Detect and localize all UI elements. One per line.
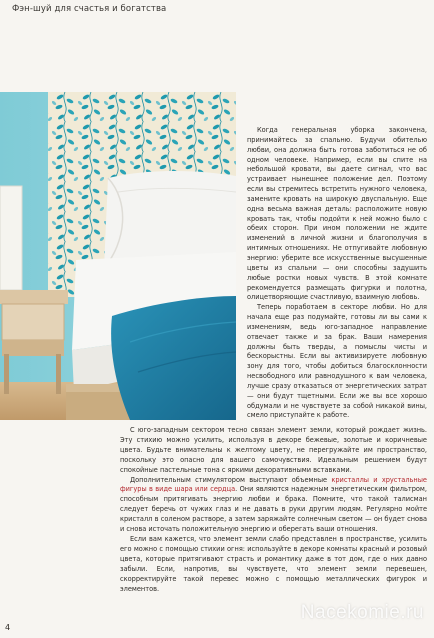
crystals-text-after: . Они являются надежным энергетическим фильтром, способным притягивать энергию любви и брака. Помните, что такой талисман следует беречь от чужих глаз и не давать в руки другим людям. Регулярно мойте кристалл в соленом растворе, а затем заряжайте солнечным светом — он будет снова и снова источать положительную энергию и оберегать ваши отношения.	[120, 485, 428, 534]
paragraph-bedroom: Когда генеральная уборка закончена, принимайтесь за спальню. Будучи обителью любви, она должна быть готова заботиться не об одном человеке. Например, если вы спите на небольшой кровати, вы даете сигнал, что вас устраивает нынешнее положение дел. Поэтому если вы стремитесь встретить нужного человека, замените кровать на широкую двуспальную. Еще одна весьма важная деталь: расположите новую кровать так, чтобы подойти к ней можно было с обеих сторон. При ином положении не ждите изменений в личной жизни и благополучия в интимных отношениях. Не отпугивайте любовную энергию: уберите все искусственные высушенные цветы из спальни — они способны задушить любые ростки новых чувств. В этой комнате рекомендуется размещать фигурки и полотна, олицетворяющие счастливую, взаимную любовь.	[247, 126, 427, 302]
article-column-full	[120, 426, 427, 594]
paragraph-fire-element: Если вам кажется, что элемент земли слабо представлен в пространстве, усилить его можно с помощью стихии огня: используйте в декоре комнаты красный и розовый цвета, которые притягивают страсть и романтику даже в тот дом, где о них давно забыли. Если, напротив, вы чувствуете, что элемент земли перевешен, скорректируйте такой перевес можно с помощью металлических фигурок и элементов.	[120, 534, 427, 593]
running-title: Фэн-шуй для счастья и богатства	[12, 4, 167, 14]
crystals-text-before: Дополнительным стимулятором выступают объемные	[130, 475, 332, 484]
paragraph-earth-element: С юго-западным сектором тесно связан элемент земли, который рождает жизнь. Эту стихию можно усилить, используя в декоре бежевые, золотые и коричневые цвета. Будьте внимательны к желтому цвету, не перегружайте им пространство, поскольку это опасно для вашего самочувствия. Идеальным решением будут спокойные пастельные тона с яркими декоративными вставками.	[120, 426, 427, 474]
watermark: Nacekomie.ru	[300, 602, 424, 623]
paragraph-crystals	[120, 476, 427, 535]
article-column-right	[247, 126, 427, 421]
paragraph-love-sector: Теперь поработаем в секторе любви. Но для начала еще раз подумайте, готовы ли вы сами к изменениям, ведь юго-западное направление отвечает также и за брак. Ваши намерения должны быть тверды, а помыслы чисты и бескорыстны. Если вы активизируете любовную зону для того, чтобы добиться благосклонности несвободного или равнодушного к вам человека, лучше сразу отказаться от энергетических затрат — они будут тщетными. Если же вы все хорошо обдумали и не чувствуете за собой никакой вины, смело приступайте к работе.	[247, 303, 427, 420]
bedroom-photo	[0, 92, 236, 420]
crystals-highlight: кристаллы и хрустальные фигуры в виде шара или сердца	[120, 475, 427, 494]
page-number: 4	[5, 623, 11, 632]
